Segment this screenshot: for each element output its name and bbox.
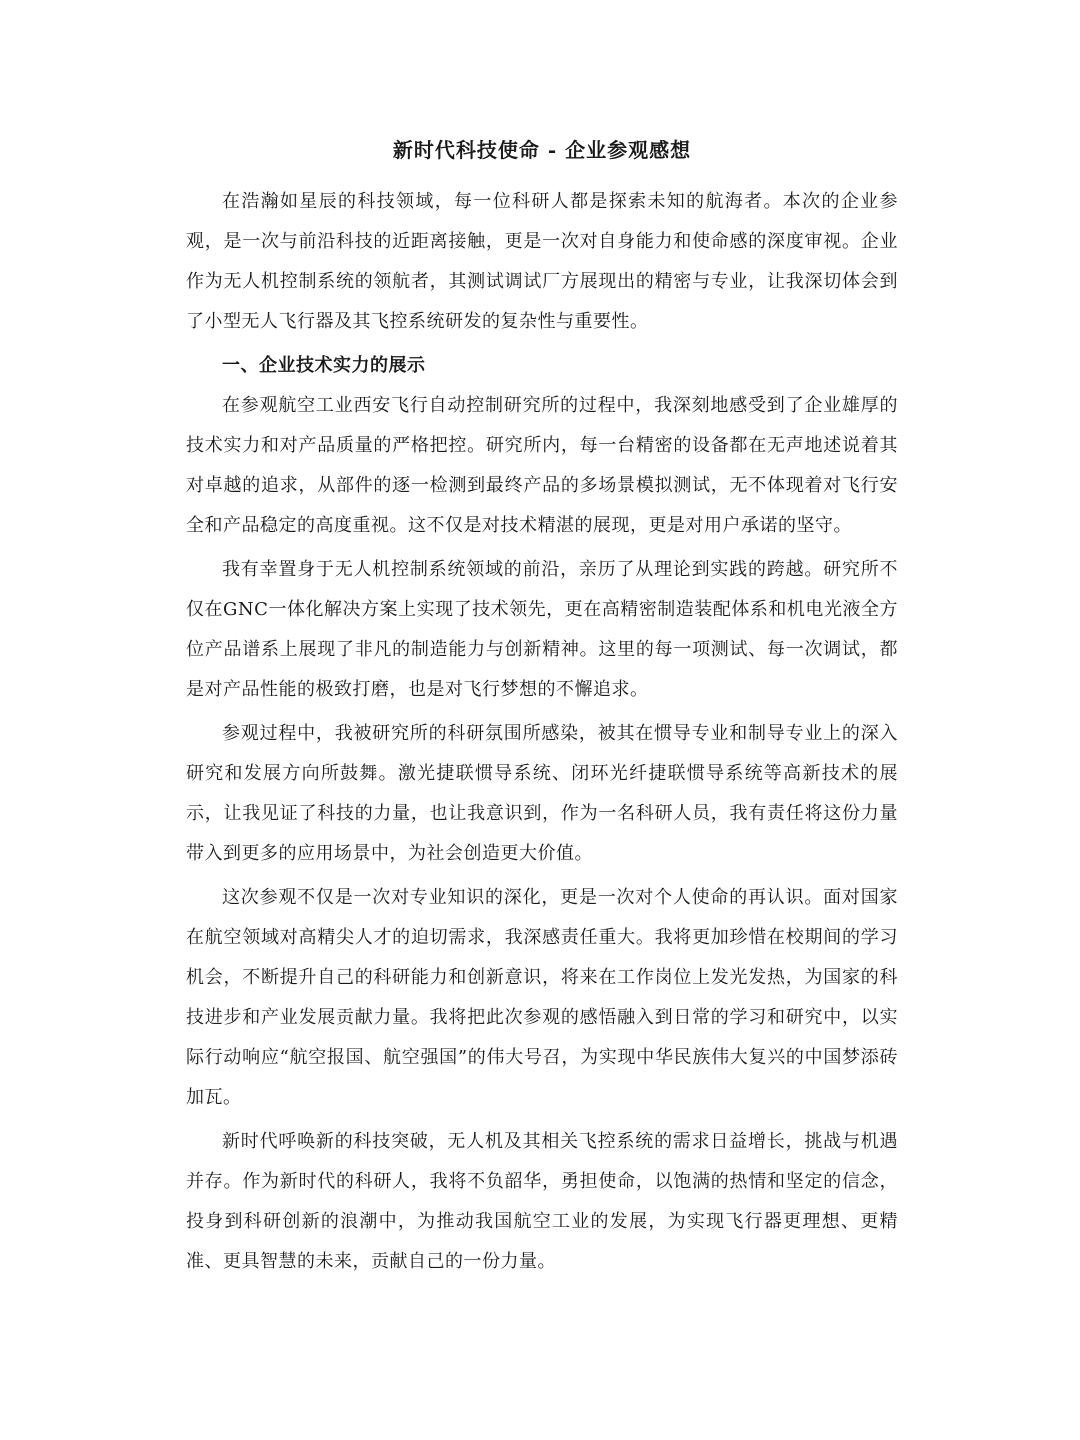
document-body	[186, 128, 898, 1286]
body-paragraph: 参观过程中，我被研究所的科研氛围所感染，被其在惯导专业和制导专业上的深入研究和发展方向所鼓舞。激光捷联惯导系统、闭环光纤捷联惯导系统等高新技术的展示，让我见证了科技的力量，也让我意识到，作为一名科研人员，我有责任将这份力量带入到更多的应用场景中，为社会创造更大价值。	[186, 723, 898, 864]
section-heading: 一、企业技术实力的展示	[222, 355, 426, 376]
body-paragraph: 在参观航空工业西安飞行自动控制研究所的过程中，我深刻地感受到了企业雄厚的技术实力和对产品质量的严格把控。研究所内，每一台精密的设备都在无声地述说着其对卓越的追求，从部件的逐一检测到最终产品的多场景模拟测试，无不体现着对飞行安全和产品稳定的高度重视。这不仅是对技术精湛的展现，更是对用户承诺的坚守。	[186, 395, 898, 536]
body-paragraph: 我有幸置身于无人机控制系统领域的前沿，亲历了从理论到实践的跨越。研究所不仅在GNC一体化解决方案上实现了技术领先，更在高精密制造装配体系和机电光液全方位产品谱系上展现了非凡的制造能力与创新精神。这里的每一项测试、每一次调试，都是对产品性能的极致打磨，也是对飞行梦想的不懈追求。	[186, 559, 898, 700]
intro-paragraph: 在浩瀚如星辰的科技领域，每一位科研人都是探索未知的航海者。本次的企业参观，是一次与前沿科技的近距离接触，更是一次对自身能力和使命感的深度审视。企业作为无人机控制系统的领航者，其测试调试厂方展现出的精密与专业，让我深切体会到了小型无人飞行器及其飞控系统研发的复杂性与重要性。	[186, 191, 898, 332]
document-title: 新时代科技使命 - 企业参观感想	[392, 138, 692, 162]
body-paragraph: 新时代呼唤新的科技突破，无人机及其相关飞控系统的需求日益增长，挑战与机遇并存。作为新时代的科研人，我将不负韶华，勇担使命，以饱满的热情和坚定的信念，投身到科研创新的浪潮中，为推动我国航空工业的发展，为实现飞行器更理想、更精准、更具智慧的未来，贡献自己的一份力量。	[186, 1131, 898, 1272]
body-paragraph: 这次参观不仅是一次对专业知识的深化，更是一次对个人使命的再认识。面对国家在航空领域对高精尖人才的迫切需求，我深感责任重大。我将更加珍惜在校期间的学习机会，不断提升自己的科研能力和创新意识，将来在工作岗位上发光发热，为国家的科技进步和产业发展贡献力量。我将把此次参观的感悟融入到日常的学习和研究中，以实际行动响应“航空报国、航空强国”的伟大号召，为实现中华民族伟大复兴的中国梦添砖加瓦。	[186, 887, 898, 1108]
